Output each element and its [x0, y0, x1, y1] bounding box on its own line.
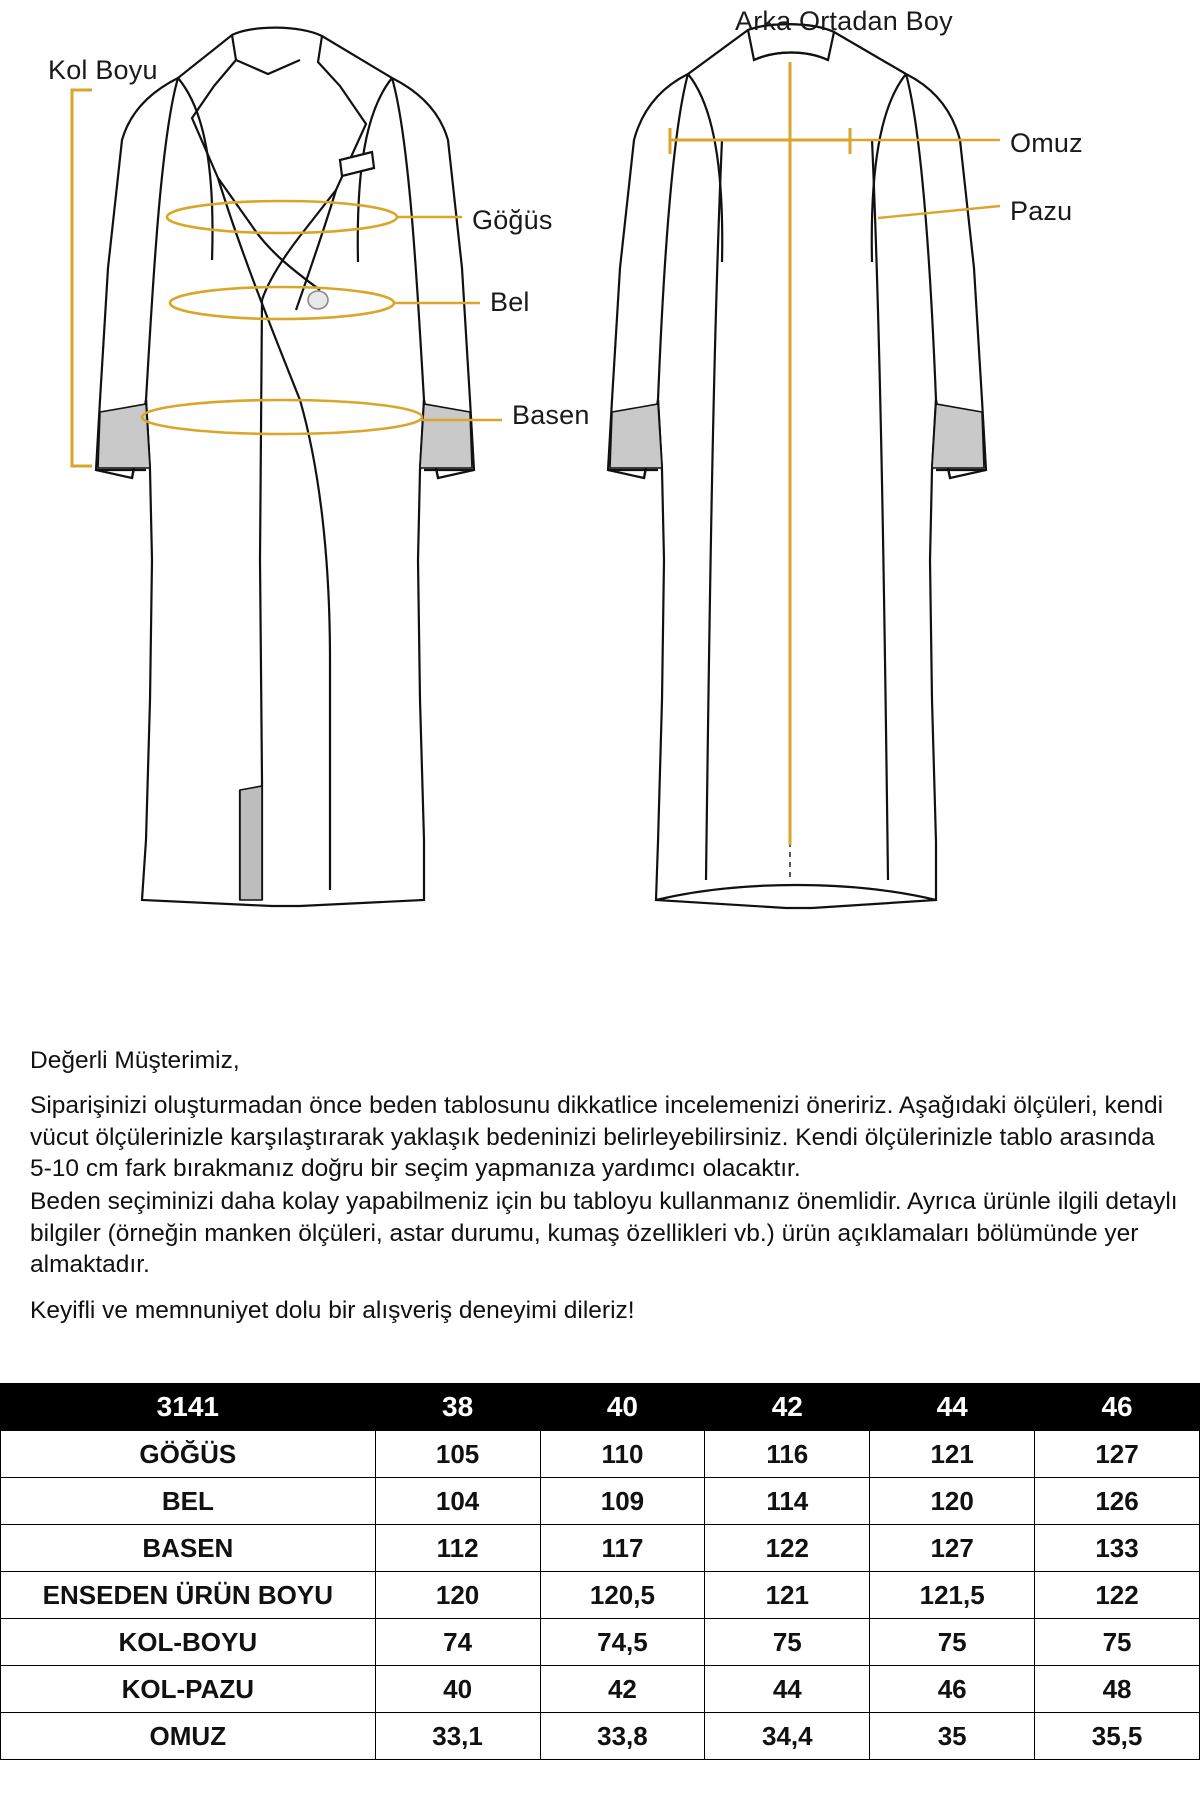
cell: 120 — [375, 1572, 540, 1619]
table-header-44: 44 — [870, 1384, 1035, 1431]
cell: 127 — [870, 1525, 1035, 1572]
table-row — [1, 1431, 1200, 1478]
table-header-row — [1, 1384, 1200, 1431]
label-bicep: Pazu — [1010, 196, 1073, 226]
info-paragraph-1: Siparişinizi oluşturmadan önce beden tablosunu dikkatlice incelemenizi öneririz. Aşağıdaki ölçüleri, kendi vücut ölçülerinizle karşılaştırarak yaklaşık bedeninizi belirleyebilirsiniz. Kendi ölçülerinizle tablo arasında 5-10 cm fark bırakmanız doğru bir seçim yapmanıza yardımcı olacaktır. — [30, 1092, 1164, 1183]
cell: 110 — [540, 1431, 705, 1478]
table-header-46: 46 — [1035, 1384, 1200, 1431]
size-chart-table — [0, 1383, 1200, 1760]
cell: 121,5 — [870, 1572, 1035, 1619]
label-hip: Basen — [512, 400, 590, 430]
cell: 46 — [870, 1666, 1035, 1713]
table-row — [1, 1666, 1200, 1713]
cell: 75 — [1035, 1619, 1200, 1666]
front-view — [96, 28, 474, 906]
back-view — [608, 24, 986, 908]
row-label: KOL-PAZU — [1, 1666, 376, 1713]
cell: 40 — [375, 1666, 540, 1713]
table-row — [1, 1478, 1200, 1525]
cell: 35,5 — [1035, 1713, 1200, 1760]
row-label: BEL — [1, 1478, 376, 1525]
row-label: BASEN — [1, 1525, 376, 1572]
cell: 121 — [705, 1572, 870, 1619]
cell: 133 — [1035, 1525, 1200, 1572]
cell: 114 — [705, 1478, 870, 1525]
cell: 126 — [1035, 1478, 1200, 1525]
table-header-42: 42 — [705, 1384, 870, 1431]
table-row — [1, 1572, 1200, 1619]
cell: 42 — [540, 1666, 705, 1713]
table-row — [1, 1713, 1200, 1760]
cell: 116 — [705, 1431, 870, 1478]
table-row — [1, 1619, 1200, 1666]
cell: 112 — [375, 1525, 540, 1572]
table-header-40: 40 — [540, 1384, 705, 1431]
table-header-code: 3141 — [1, 1384, 376, 1431]
info-paragraph-2: Beden seçiminizi daha kolay yapabilmeniz için bu tabloyu kullanmanız önemlidir. Ayrıca ürünle ilgili detaylı bilgiler (örneğin manken ölçüleri, astar durumu, kumaş özellikleri vb.) ürün açıklamaları bölümünde yer almaktadır. — [30, 1188, 1178, 1279]
label-back-center-length: Arka Ortadan Boy — [735, 6, 953, 36]
cell: 75 — [705, 1619, 870, 1666]
cell: 48 — [1035, 1666, 1200, 1713]
cell: 74 — [375, 1619, 540, 1666]
cell: 33,8 — [540, 1713, 705, 1760]
customer-info-text — [30, 1045, 1180, 1326]
label-sleeve-length: Kol Boyu — [48, 55, 158, 85]
label-waist: Bel — [490, 287, 530, 317]
label-shoulder: Omuz — [1010, 128, 1083, 158]
cell: 33,1 — [375, 1713, 540, 1760]
cell: 122 — [1035, 1572, 1200, 1619]
cell: 120 — [870, 1478, 1035, 1525]
table-row — [1, 1525, 1200, 1572]
cell: 35 — [870, 1713, 1035, 1760]
info-greeting: Değerli Müşterimiz, — [30, 1047, 240, 1074]
cell: 122 — [705, 1525, 870, 1572]
cell: 104 — [375, 1478, 540, 1525]
row-label: ENSEDEN ÜRÜN BOYU — [1, 1572, 376, 1619]
row-label: KOL-BOYU — [1, 1619, 376, 1666]
cell: 127 — [1035, 1431, 1200, 1478]
row-label: GÖĞÜS — [1, 1431, 376, 1478]
cell: 44 — [705, 1666, 870, 1713]
cell: 74,5 — [540, 1619, 705, 1666]
cell: 75 — [870, 1619, 1035, 1666]
label-chest: Göğüs — [472, 205, 553, 235]
cell: 105 — [375, 1431, 540, 1478]
cell: 121 — [870, 1431, 1035, 1478]
cell: 117 — [540, 1525, 705, 1572]
cell: 120,5 — [540, 1572, 705, 1619]
table-header-38: 38 — [375, 1384, 540, 1431]
row-label: OMUZ — [1, 1713, 376, 1760]
cell: 109 — [540, 1478, 705, 1525]
cell: 34,4 — [705, 1713, 870, 1760]
info-paragraph-3: Keyifli ve memnuniyet dolu bir alışveriş deneyimi dileriz! — [30, 1296, 635, 1324]
